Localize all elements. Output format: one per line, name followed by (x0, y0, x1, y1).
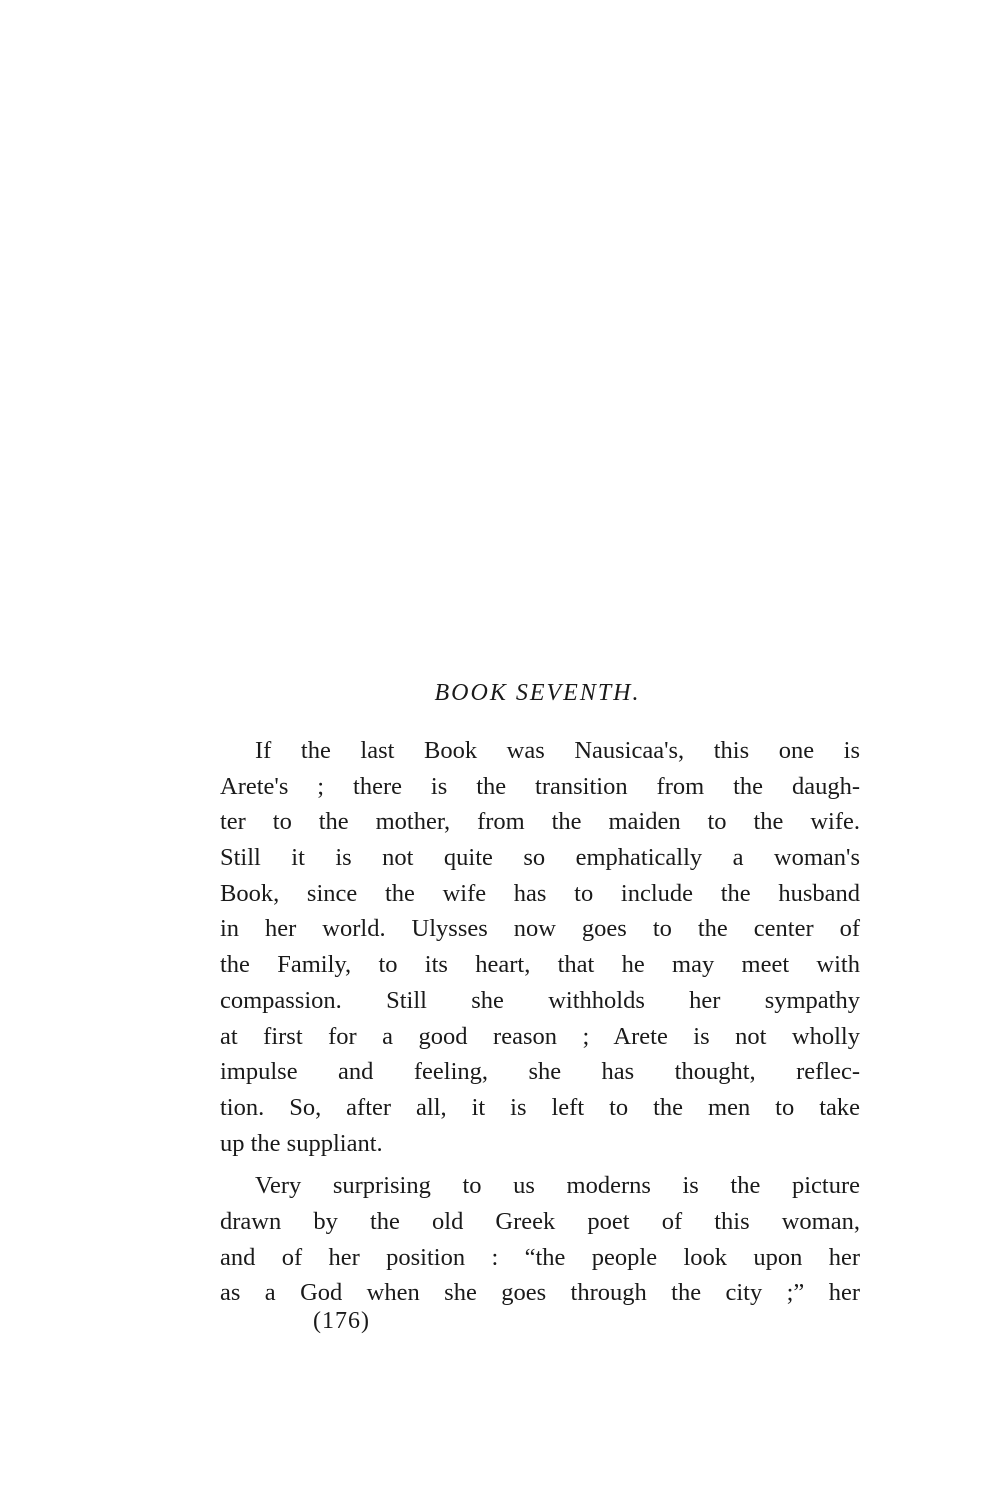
text-line: in her world. Ulysses now goes to the center of (220, 915, 860, 943)
text-line: the Family, to its heart, that he may meet with (220, 951, 860, 979)
text-line: Very surprising to us moderns is the picture (255, 1172, 860, 1200)
page-number: (176) (313, 1308, 370, 1334)
text-line: Arete's ; there is the transition from the daugh- (220, 772, 860, 800)
text-line: at first for a good reason ; Arete is not wholly (220, 1022, 860, 1050)
text-line: Book, since the wife has to include the husband (220, 879, 860, 907)
text-line: tion. So, after all, it is left to the men to take (220, 1093, 860, 1121)
text-line: If the last Book was Nausicaa's, this one is (255, 737, 860, 764)
text-line: impulse and feeling, she has thought, reflec- (220, 1058, 860, 1086)
text-line: as a God when she goes through the city ;” her (220, 1279, 860, 1307)
text-line: and of her position : “the people look upon her (220, 1243, 860, 1271)
text-line: up the suppliant. (220, 1129, 383, 1157)
text-line: compassion. Still she withholds her sympathy (220, 986, 860, 1014)
text-line: drawn by the old Greek poet of this woman, (220, 1207, 860, 1235)
book-heading: BOOK SEVENTH. (434, 680, 641, 706)
body-text (220, 733, 860, 1311)
text-line: ter to the mother, from the maiden to the wife. (220, 808, 860, 836)
paragraph (220, 1168, 860, 1311)
paragraph-gap (220, 1161, 860, 1168)
text-line: Still it is not quite so emphatically a woman's (220, 844, 860, 872)
paragraph (220, 733, 860, 1161)
